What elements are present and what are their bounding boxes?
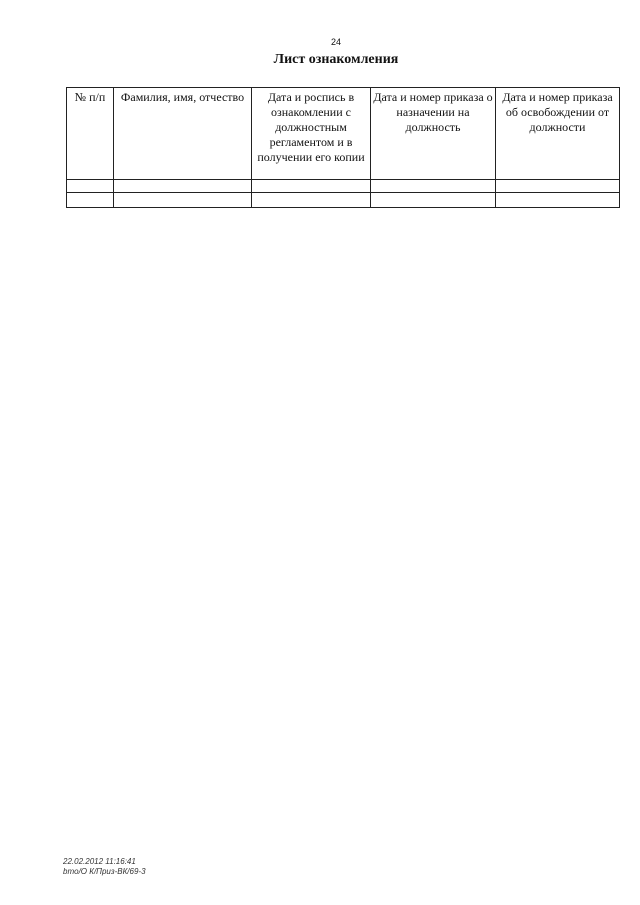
column-header-number: № п/п	[67, 88, 114, 180]
column-header-dismissal-order: Дата и номер приказа об освобождении от должности	[496, 88, 620, 180]
column-header-acknowledgement-date: Дата и роспись в ознакомлении с должностным регламентом и в получении его копии	[252, 88, 371, 180]
table-header-row	[67, 88, 620, 180]
table-cell	[114, 180, 252, 193]
table-cell	[371, 193, 496, 208]
column-header-full-name: Фамилия, имя, отчество	[114, 88, 252, 180]
page-number: 24	[330, 37, 341, 47]
table-cell	[496, 193, 620, 208]
table-cell	[67, 193, 114, 208]
footer-file-path: bmo/О К/Приз-ВК/69-3	[63, 867, 146, 876]
footer-timestamp: 22.02.2012 11:16:41	[63, 857, 136, 866]
table-row	[67, 180, 620, 193]
footer-stamp	[63, 857, 146, 877]
column-header-appointment-order: Дата и номер приказа о назначении на должность	[371, 88, 496, 180]
acknowledgement-table	[66, 87, 620, 208]
table-cell	[67, 180, 114, 193]
table-cell	[371, 180, 496, 193]
document-title: Лист ознакомления	[273, 52, 399, 67]
table-row	[67, 193, 620, 208]
table-cell	[496, 180, 620, 193]
table-cell	[252, 193, 371, 208]
table-cell	[114, 193, 252, 208]
table-cell	[252, 180, 371, 193]
